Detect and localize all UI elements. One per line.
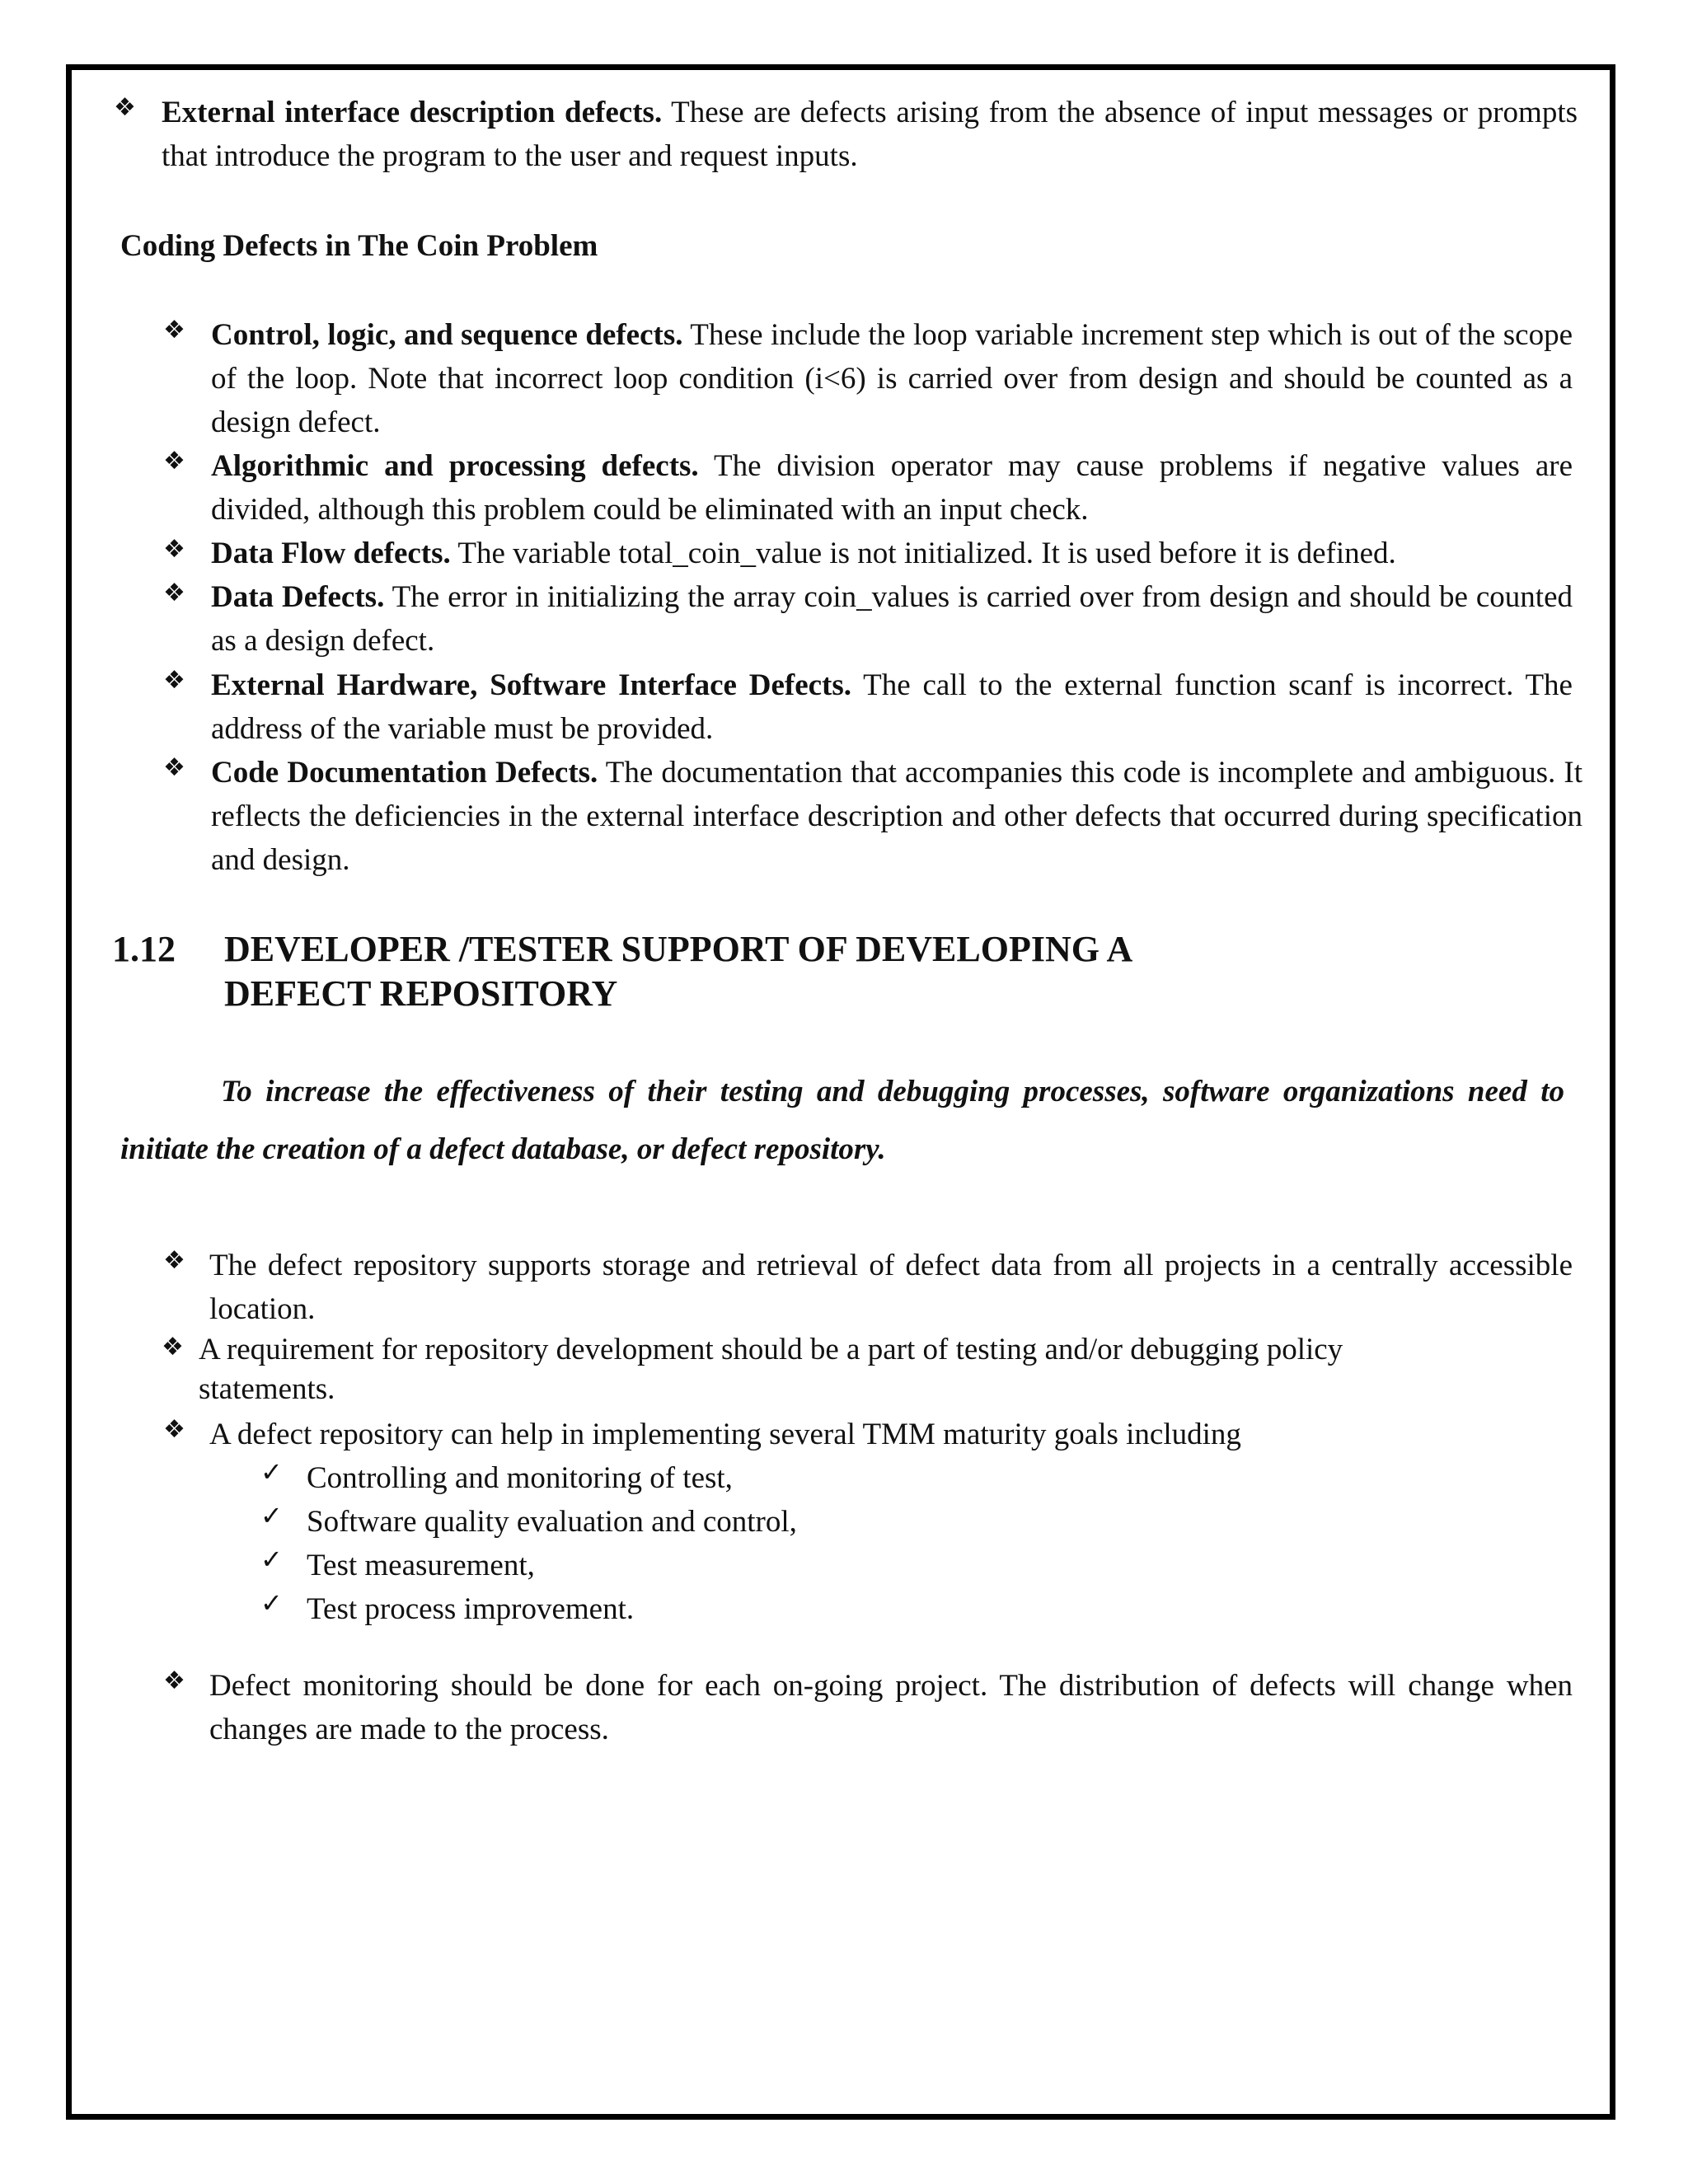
section-intro-paragraph xyxy=(120,1063,1564,1179)
diamond-bullet-icon: ❖ xyxy=(163,666,185,695)
coding-defects-heading: Coding Defects in The Coin Problem xyxy=(120,229,598,263)
defect-description: The error in initializing the array coin_values is carried over from design and should be counted as a design defect. xyxy=(211,580,1573,658)
intro-bullet-term: External interface description defects. xyxy=(162,96,663,129)
checkmark-icon: ✓ xyxy=(260,1500,283,1531)
defect-term: Code Documentation Defects. xyxy=(211,756,598,790)
repository-bullet: Defect monitoring should be done for each on-going project. The distribution of defects will change when changes are made to the process. xyxy=(209,1669,1573,1746)
intro-bullet-body: These are defects arising from the absence of input messages or prompts that introduce the program to the user and request inputs. xyxy=(162,96,1578,173)
coding-defect-item xyxy=(211,663,1573,751)
section-number: 1.12 xyxy=(112,929,176,969)
section-intro-text: To increase the effectiveness of their testing and debugging processes, software organizations need to initiate the creation of a defect database, or defect repository. xyxy=(120,1075,1564,1166)
defect-description: The division operator may cause problems if negative values are divided, although this problem could be eliminated with an input check. xyxy=(211,449,1573,527)
maturity-goal: Software quality evaluation and control, xyxy=(307,1505,797,1539)
diamond-bullet-icon: ❖ xyxy=(162,1333,184,1361)
coding-defect-item xyxy=(211,751,1582,882)
checkmark-icon: ✓ xyxy=(260,1587,283,1619)
diamond-bullet-icon: ❖ xyxy=(163,1666,185,1695)
defect-description: The variable total_coin_value is not initialized. It is used before it is defined. xyxy=(450,537,1396,570)
defect-description: These include the loop variable increment step which is out of the scope of the loop. Note that incorrect loop condition (i<6) is carried over from design and should be counted as a design defect. xyxy=(211,318,1573,439)
diamond-bullet-icon: ❖ xyxy=(163,447,185,476)
diamond-bullet-icon: ❖ xyxy=(114,93,136,122)
maturity-goal: Test process improvement. xyxy=(307,1592,635,1626)
coding-defect-item xyxy=(211,444,1573,532)
diamond-bullet-icon: ❖ xyxy=(163,535,185,564)
coding-defect-item xyxy=(211,575,1573,663)
defect-term: Control, logic, and sequence defects. xyxy=(211,318,683,352)
maturity-goal: Controlling and monitoring of test, xyxy=(307,1461,733,1495)
diamond-bullet-icon: ❖ xyxy=(163,753,185,782)
defect-term: External Hardware, Software Interface Defects. xyxy=(211,668,852,702)
diamond-bullet-icon: ❖ xyxy=(163,316,185,344)
section-title-line-1: DEVELOPER /TESTER SUPPORT OF DEVELOPING A xyxy=(224,929,1133,969)
defect-term: Data Flow defects. xyxy=(211,537,451,570)
diamond-bullet-icon: ❖ xyxy=(163,579,185,607)
coding-defect-item xyxy=(211,532,1573,575)
checkmark-icon: ✓ xyxy=(260,1544,283,1575)
maturity-goal: Test measurement, xyxy=(307,1549,535,1582)
defect-term: Algorithmic and processing defects. xyxy=(211,449,699,483)
coding-defect-item xyxy=(211,313,1573,444)
repository-bullet: A requirement for repository development should be a part of testing and/or debugging policy statements. xyxy=(199,1333,1343,1406)
diamond-bullet-icon: ❖ xyxy=(163,1246,185,1275)
section-title-line-2: DEFECT REPOSITORY xyxy=(224,973,618,1014)
repository-bullet: The defect repository supports storage and retrieval of defect data from all projects in a centrally accessible location. xyxy=(209,1249,1573,1326)
diamond-bullet-icon: ❖ xyxy=(163,1415,185,1444)
defect-description: The documentation that accompanies this code is incomplete and ambiguous. It reflects the deficiencies in the external interface description and other defects that occurred during specification and design. xyxy=(211,756,1582,877)
defect-description: The call to the external function scanf is incorrect. The address of the variable must be provided. xyxy=(211,668,1573,746)
repository-bullet: A defect repository can help in implementing several TMM maturity goals including xyxy=(209,1418,1241,1451)
intro-bullet-text xyxy=(162,91,1578,178)
defect-term: Data Defects. xyxy=(211,580,385,614)
checkmark-icon: ✓ xyxy=(260,1456,283,1488)
